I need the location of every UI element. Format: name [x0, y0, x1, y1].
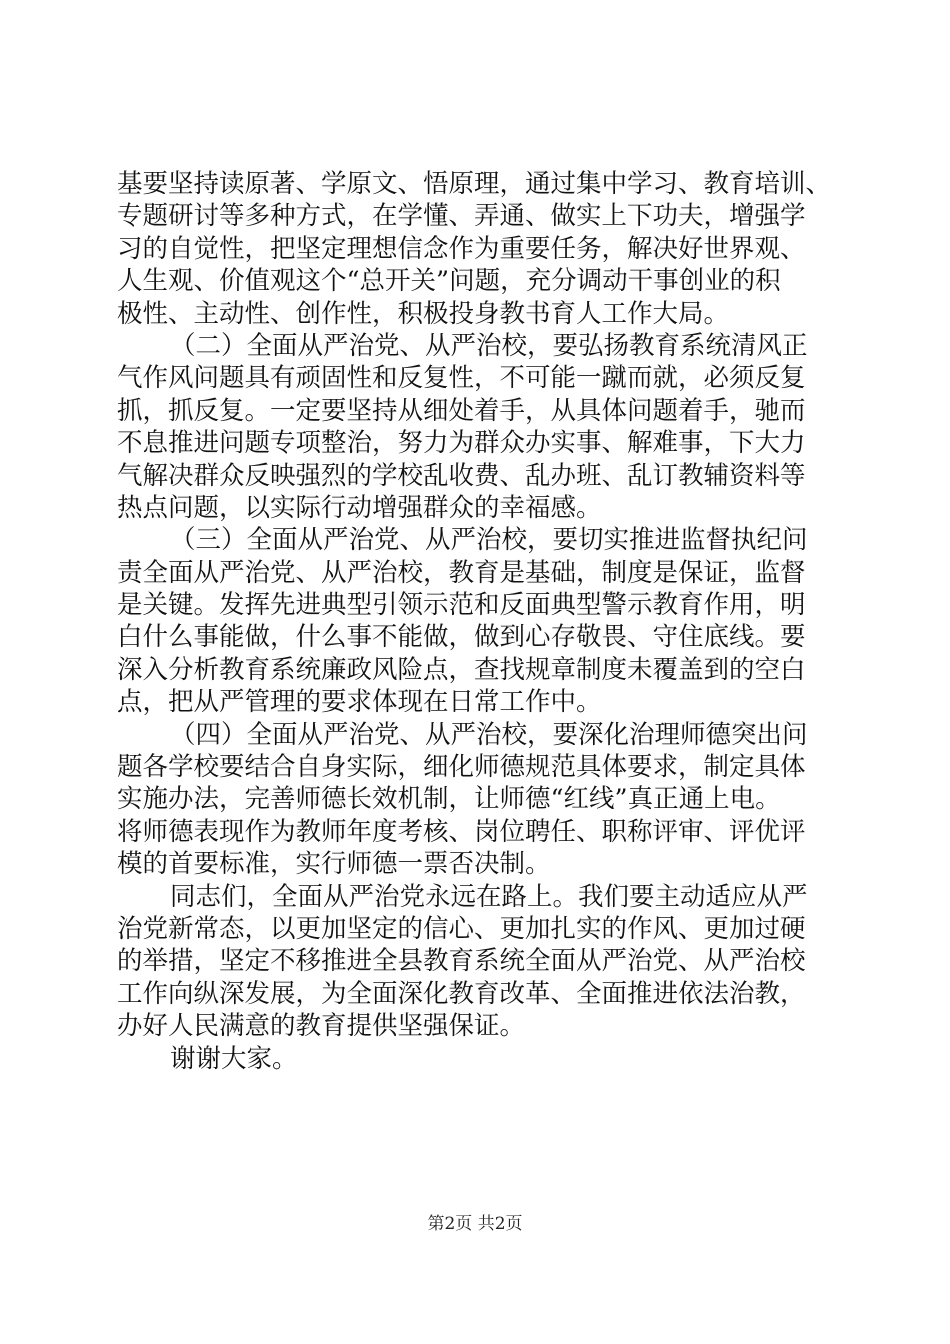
text-line: 模的首要标准，实行师德一票否决制。: [117, 849, 551, 880]
text-line: 点，把从严管理的要求体现在日常工作中。: [117, 687, 602, 718]
text-line: 责全面从严治党、从严治校，教育是基础，制度是保证，监督: [117, 557, 806, 588]
text-line: （二）全面从严治党、从严治校，要弘扬教育系统清风正: [170, 330, 808, 361]
text-line: 抓，抓反复。一定要坚持从细处着手，从具体问题着手，驰而: [117, 395, 806, 426]
text-line: 人生观、价值观这个“总开关”问题，充分调动干事创业的积: [117, 266, 781, 297]
text-line: 热点问题，以实际行动增强群众的幸福感。: [117, 492, 602, 523]
text-line: 办好人民满意的教育提供坚强保证。: [117, 1011, 526, 1042]
text-line: 的举措，坚定不移推进全县教育系统全面从严治党、从严治校: [117, 946, 806, 977]
text-line: （三）全面从严治党、从严治校，要切实推进监督执纪问: [170, 525, 808, 556]
text-line: 同志们，全面从严治党永远在路上。我们要主动适应从严: [170, 881, 808, 912]
text-line: （四）全面从严治党、从严治校，要深化治理师德突出问: [170, 719, 808, 750]
document-body: [117, 168, 832, 1075]
text-line: 是关键。发挥先进典型引领示范和反面典型警示教育作用，明: [117, 590, 806, 621]
text-line: 深入分析教育系统廉政风险点，查找规章制度未覆盖到的空白: [117, 654, 806, 685]
text-line: 气解决群众反映强烈的学校乱收费、乱办班、乱订教辅资料等: [117, 460, 806, 491]
text-line: 基要坚持读原著、学原文、悟原理，通过集中学习、教育培训、: [117, 169, 832, 199]
text-line: 治党新常态，以更加坚定的信心、更加扎实的作风、更加过硬: [117, 913, 806, 944]
text-line: 题各学校要结合自身实际，细化师德规范具体要求，制定具体: [117, 752, 806, 783]
text-line: 极性、主动性、创作性，积极投身教书育人工作大局。: [117, 298, 730, 329]
text-line: 习的自觉性，把坚定理想信念作为重要任务，解决好世界观、: [117, 233, 806, 264]
text-line: 白什么事能做，什么事不能做，做到心存敬畏、守住底线。要: [117, 622, 806, 653]
text-line: 将师德表现作为教师年度考核、岗位聘任、职称评审、评优评: [117, 816, 806, 847]
text-line: 不息推进问题专项整治，努力为群众办实事、解难事，下大力: [117, 428, 806, 459]
text-line: 实施办法，完善师德长效机制，让师德“红线”真正通上电。: [117, 784, 781, 815]
text-line: 气作风问题具有顽固性和反复性，不可能一蹴而就，必须反复: [117, 363, 806, 394]
text-line: 专题研讨等多种方式，在学懂、弄通、做实上下功夫，增强学: [117, 201, 806, 232]
text-line: 谢谢大家。: [170, 1043, 298, 1074]
text-line: 工作向纵深发展，为全面深化教育改革、全面推进依法治教，: [117, 978, 806, 1009]
page-footer: 第2页 共2页: [427, 1214, 523, 1234]
